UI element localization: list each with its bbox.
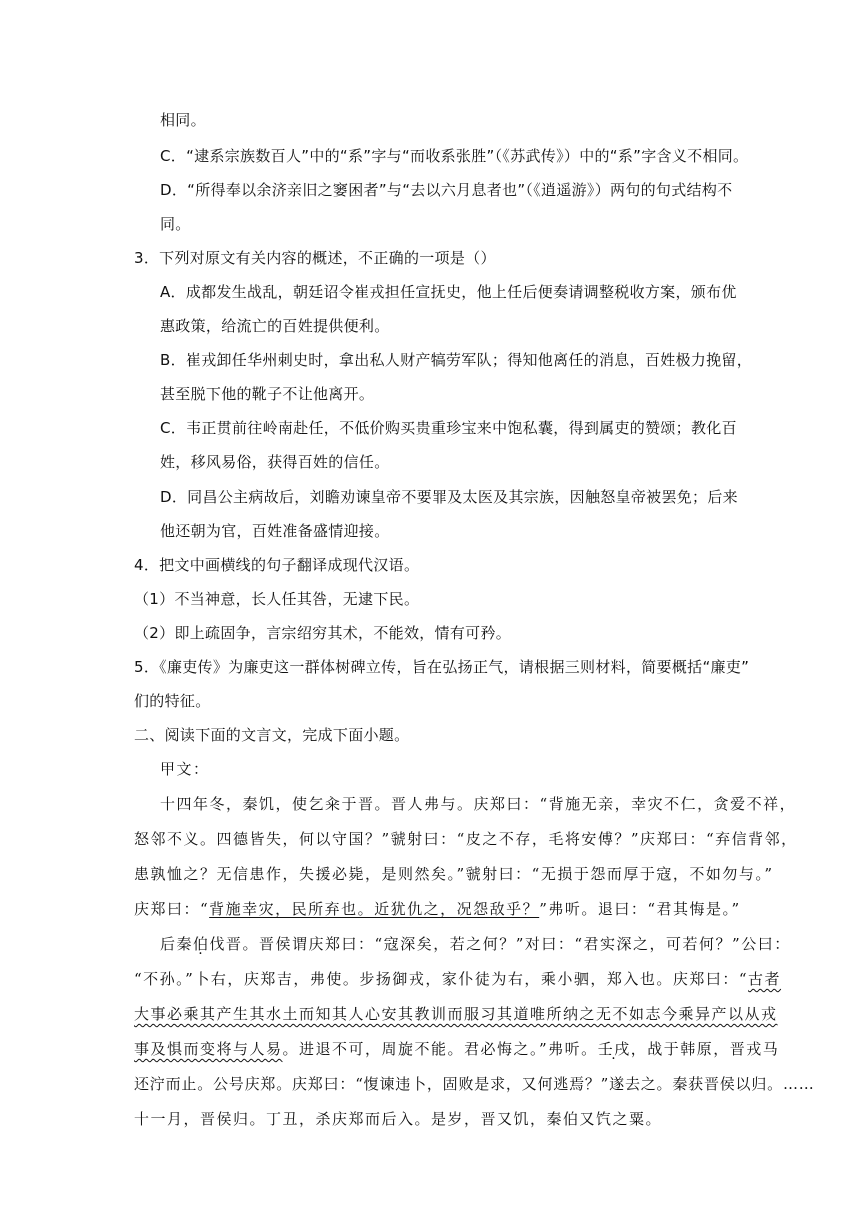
text-run: 伐晋。晋侯谓庆郑曰：“寇深矣，若之何？”对曰：“君实深之，可若何？”公曰： — [209, 935, 791, 953]
passage-p1-line4 — [134, 899, 741, 919]
q4-sentence-2: （2）即上疏固争，言宗绍穷其术，不能效，情有可矜。 — [134, 624, 512, 642]
wavy-underlined-passage: 大事必乘其产生其水土而知其人心安其教训而服习其道唯所纳之无不如志今乘异产以从戎 — [134, 1005, 778, 1023]
text-run: 。进退不可，周旋不能。君必悔之。”弗听。 — [282, 1040, 598, 1058]
q5-line1: 5．《廉吏传》为廉吏这一群体树碑立传，旨在弘扬正气，请根据三则材料，简要概括“廉吏” — [134, 658, 750, 676]
passage-p2-line4 — [134, 1039, 779, 1059]
dotted-word: 伯 — [193, 935, 210, 953]
passage-p1-line2: 怒邻不义。四德皆失，何以守国？”虢射曰：“皮之不存，毛将安傅？”庆郑曰：“弃信背邻， — [134, 830, 798, 848]
q4-stem: 4．把文中画横线的句子翻译成现代汉语。 — [134, 556, 420, 574]
passage-p2-line2 — [134, 969, 781, 989]
passage-p1-line1: 十四年冬，秦饥，使乞籴于晋。晋人弗与。庆郑曰：“背施无亲，幸灾不仁，贪爱不祥， — [160, 795, 797, 813]
passage-p2-line5: 还泞而止。公号庆郑。庆郑曰：“愎谏违卜，固败是求，又何逃焉？”遂去之。秦获晋侯以归。…… — [134, 1075, 815, 1093]
passage-p1-line3: 患孰恤之？无信患作，失援必毙，是则然矣。”虢射曰：“无损于怨而厚于寇，不如勿与。” — [134, 865, 774, 883]
text-run: ”弗听。退曰：“君其悔是。” — [539, 900, 741, 918]
section-heading: 二、阅读下面的文言文，完成下面小题。 — [134, 726, 410, 744]
text-run: 后秦 — [160, 935, 194, 953]
text-run: 庆郑曰：“ — [134, 900, 210, 918]
q3-option-b-line1: B．崔戎卸任华州刺史时，拿出私人财产犒劳军队；得知他离任的消息，百姓极力挽留， — [160, 351, 752, 369]
text-run: “不孙。”卜右，庆郑吉，弗使。步扬御戎，家仆徒为右，乘小驷，郑入也。庆郑曰：“ — [134, 970, 749, 988]
q3-option-b-line2: 甚至脱下他的靴子不让他离开。 — [160, 385, 375, 403]
wavy-underlined-passage: 古者 — [748, 970, 782, 988]
q3-option-a-line2: 惠政策，给流亡的百姓提供便利。 — [160, 317, 390, 335]
text-run: ，战于韩原，晋戎马 — [630, 1040, 780, 1058]
q3-option-a-line1: A．成都发生战乱，朝廷诏令崔戎担任宣抚史，他上任后便奏请调整税收方案，颁布优 — [160, 283, 737, 301]
q3-option-d-line1: D．同昌公主病故后，刘瞻劝谏皇帝不要罪及太医及其宗族，因触怒皇帝被罢免；后来 — [160, 488, 738, 506]
q3-option-c-line1: C．韦正贯前往岭南赴任，不低价购买贵重珍宝来中饱私囊，得到属吏的赞颂；教化百 — [160, 419, 737, 437]
q2-option-d-line2: 同。 — [160, 215, 191, 233]
q2-b-tail: 相同。 — [160, 111, 206, 129]
q2-option-d-line1: D．“所得奉以余济亲旧之窭困者”与“去以六月息者也”（《逍遥游》）两句的句式结构不 — [160, 181, 733, 199]
q3-stem: 3．下列对原文有关内容的概述，不正确的一项是（） — [134, 249, 496, 267]
passage-p2-line3 — [134, 1004, 778, 1024]
q3-option-d-line2: 他还朝为官，百姓准备盛情迎接。 — [160, 522, 390, 540]
q5-line2: 们的特征。 — [134, 692, 211, 710]
q4-sentence-1: （1）不当神意，长人任其咎，无逮下民。 — [134, 590, 420, 608]
q2-option-c: C．“逮系宗族数百人”中的“系”字与“而收系张胜”（《苏武传》）中的“系”字含义不相同。 — [160, 147, 749, 165]
passage-label: 甲文： — [160, 760, 210, 778]
passage-p2-line1 — [160, 934, 791, 954]
q3-option-c-line2: 姓，移风易俗，获得百姓的信任。 — [160, 453, 390, 471]
wavy-underlined-passage: 事及惧而变将与人易 — [134, 1040, 283, 1058]
dotted-word: 壬戌 — [597, 1040, 631, 1058]
underlined-sentence: 背施幸灾，民所弃也。近犹仇之，况怨敌乎？ — [209, 900, 540, 918]
passage-p2-line6: 十一月，晋侯归。丁丑，杀庆郑而后入。是岁，晋又饥，秦伯又饩之粟。 — [134, 1110, 663, 1128]
